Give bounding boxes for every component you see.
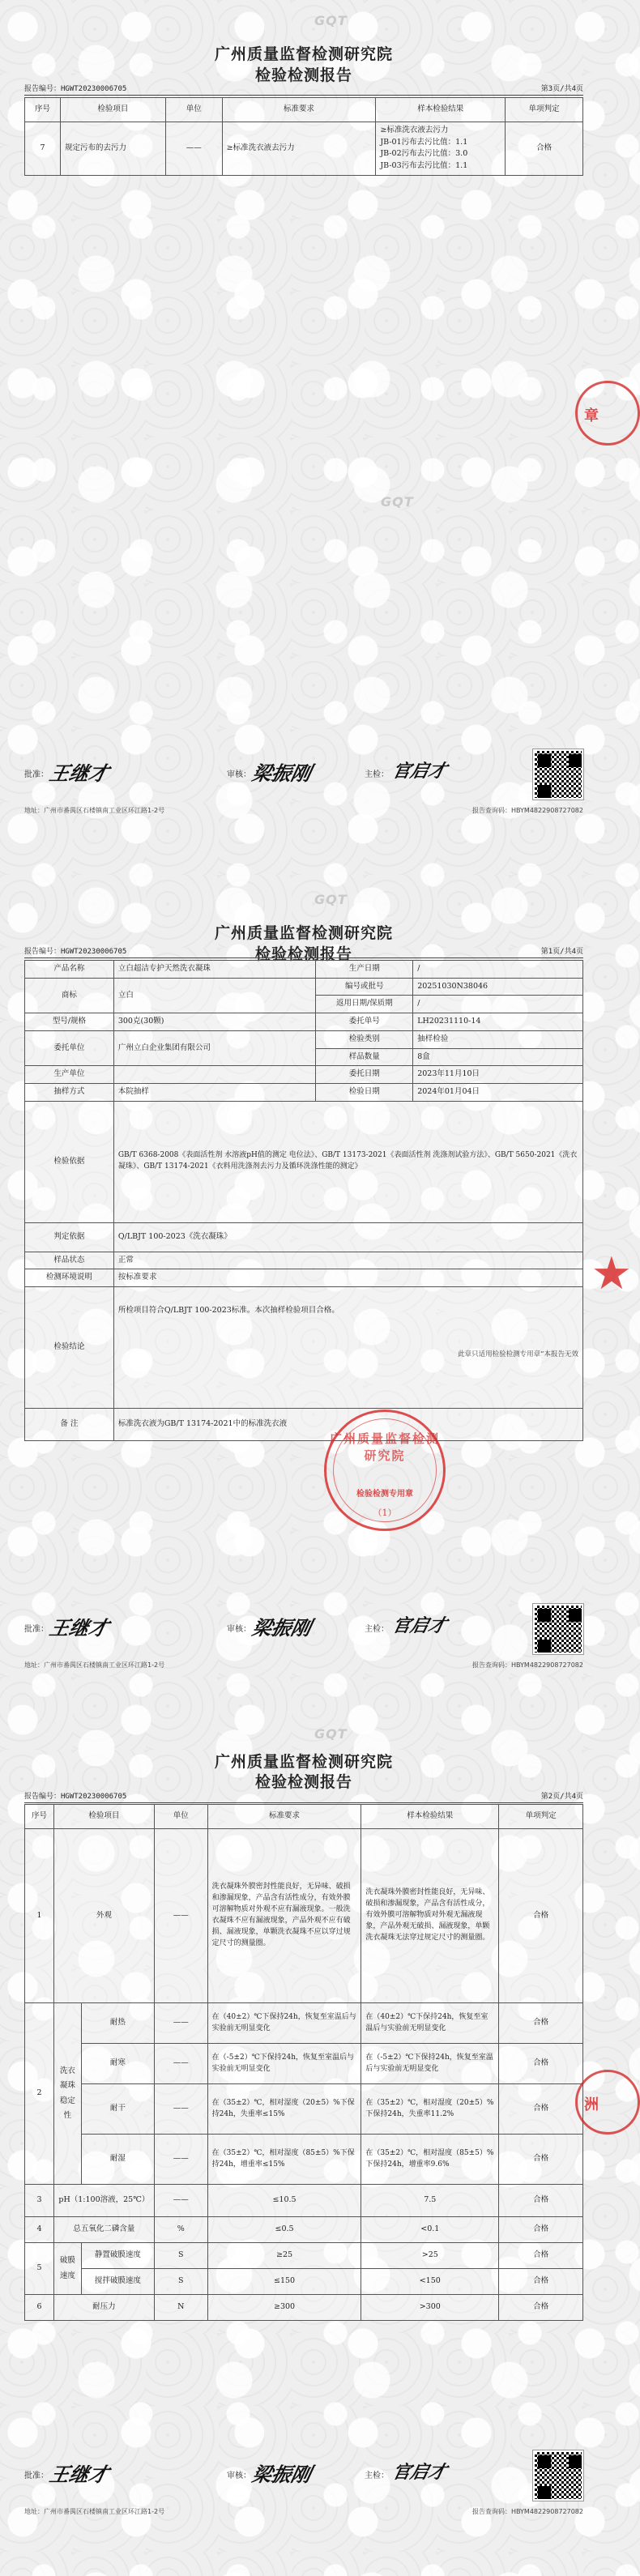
reviewer-signature: 梁振刚 (250, 761, 314, 785)
value: 2023年11月10日 (413, 1066, 583, 1084)
row-item: 总五氧化二磷含量 (53, 2217, 154, 2243)
main-tester-signature: 官启才 (390, 1615, 449, 1636)
label: 样品状态 (25, 1252, 114, 1269)
footer-query: 报告查询码：HBYM4822908727082 (471, 807, 583, 814)
value: 20251030N38046 (413, 978, 583, 996)
col-header: 序号 (25, 1805, 54, 1829)
row-requirement: ≥25 (207, 2243, 361, 2269)
table-header-row (25, 1805, 583, 1829)
row-item: 耐寒 (81, 2044, 154, 2084)
col-header: 单位 (154, 1805, 207, 1829)
gqt-watermark: GQT (314, 1726, 348, 1742)
gqt-watermark: GQT (381, 494, 414, 510)
col-header: 检验项目 (53, 1805, 154, 1829)
info-row (25, 1013, 583, 1031)
info-row (25, 1252, 583, 1269)
value: 广州立白企业集团有限公司 (113, 1030, 316, 1065)
report-page-1 (0, 879, 632, 1713)
approver-signature: 王继才 (47, 2463, 111, 2486)
main-tester-label: 主检： (365, 2472, 389, 2480)
row-result: >300 (361, 2295, 499, 2321)
value: 2024年01月04日 (413, 1084, 583, 1102)
row-no: 1 (25, 1829, 54, 2003)
group-label: 破膜速度 (53, 2243, 81, 2295)
edge-seal: 章 (575, 381, 640, 446)
row-result: <0.1 (361, 2217, 499, 2243)
qr-code (533, 749, 583, 800)
result-line: JB-02污布去污比值：3.0 (380, 149, 468, 159)
row-unit: —— (154, 2084, 207, 2135)
row-unit: —— (154, 2135, 207, 2185)
info-row (25, 1066, 583, 1084)
row-no: 2 (25, 2003, 54, 2185)
table-header-row (25, 98, 583, 122)
row-verdict: 合格 (499, 2135, 583, 2185)
row-verdict: 合格 (499, 2003, 583, 2044)
row-item: 静置破膜速度 (81, 2243, 154, 2269)
col-header: 标准要求 (207, 1805, 361, 1829)
value: GB/T 6368-2008《表面活性剂 水溶液pH值的测定 电位法》、GB/T 13173-2021《表面活性剂 洗涤剂试验方法》、GB/T 5650-2021《洗衣凝珠》、GB/T 13174-2021《衣料用洗涤剂去污力及循环洗涤性能的测定》 (113, 1101, 582, 1222)
col-header: 单项判定 (506, 98, 583, 122)
report-title: 广州质量监督检测研究院 (214, 924, 393, 942)
label: 检验结论 (25, 1287, 114, 1409)
table-row (25, 122, 583, 176)
row-requirement: ≤150 (207, 2269, 361, 2295)
row-verdict: 合格 (499, 2295, 583, 2321)
row-requirement: ≥300 (207, 2295, 361, 2321)
value (113, 1287, 582, 1409)
row-unit: —— (154, 1829, 207, 2003)
value: LH20231110-14 (413, 1013, 583, 1031)
value: 正常 (113, 1252, 582, 1269)
value: 标准洗衣液为GB/T 13174-2021中的标准洗衣液 (113, 1409, 582, 1441)
label: 商标 (25, 978, 114, 1013)
group-label: 洗衣凝珠稳定性 (53, 2003, 81, 2185)
row-no: 5 (25, 2243, 54, 2295)
row-requirement: 在（-5±2）℃下保持24h，恢复至室温后与实验前无明显变化 (207, 2044, 361, 2084)
reviewer-signature: 梁振刚 (250, 2463, 314, 2486)
report-number: 报告编号：HGWT20230006705 (24, 85, 127, 93)
row-unit: S (154, 2243, 207, 2269)
row-no: 3 (25, 2185, 54, 2217)
report-number: 报告编号：HGWT20230006705 (24, 948, 127, 956)
approver-label: 批准： (24, 2472, 49, 2480)
reviewer-label: 审核： (227, 1625, 251, 1634)
row-unit: % (154, 2217, 207, 2243)
label: 返用日期/保质期 (316, 996, 413, 1013)
row-result: >25 (361, 2243, 499, 2269)
row-item: 外观 (53, 1829, 154, 2003)
table-row (25, 2217, 583, 2243)
label: 生产单位 (25, 1066, 114, 1084)
report-subtitle: 检验检测报告 (254, 945, 352, 963)
row-result: 在（35±2）℃，相对湿度（20±5）%下保持24h，失重率11.2% (361, 2084, 499, 2135)
table-row (25, 2185, 583, 2217)
main-tester-label: 主检： (365, 770, 389, 779)
row-unit: —— (154, 2044, 207, 2084)
signature-row (24, 1604, 583, 1653)
qr-code (533, 1604, 583, 1654)
row-verdict: 合格 (499, 2044, 583, 2084)
approver-label: 批准： (24, 1625, 49, 1634)
qr-code (533, 2450, 583, 2501)
row-result (376, 122, 506, 176)
footer-query: 报告查询码：HBYM4822908727082 (471, 2508, 583, 2515)
reviewer-label: 审核： (227, 2472, 251, 2480)
seal-text: 检验检测专用章 (356, 1490, 413, 1499)
row-unit: S (154, 2269, 207, 2295)
result-line: JB-01污布去污比值：1.1 (380, 137, 468, 147)
conclusion-text: 所检项目符合Q/LBJT 100-2023标准。本次抽样检验项目合格。 (117, 1306, 339, 1316)
stamp-note: 此章只适用检验检测专用章”本报告无效 (458, 1350, 578, 1358)
value: Q/LBJT 100-2023《洗衣凝珠》 (113, 1222, 582, 1252)
row-unit: N (154, 2295, 207, 2321)
col-header: 单项判定 (499, 1805, 583, 1829)
gqt-watermark: GQT (314, 13, 348, 28)
report-meta (24, 1790, 583, 1803)
row-no: 7 (25, 122, 61, 176)
row-no: 6 (25, 2295, 54, 2321)
info-row (25, 1084, 583, 1102)
row-requirement: 在（35±2）℃，相对湿度（85±5）%下保持24h，增重率≤15% (207, 2135, 361, 2185)
row-item: pH（1:100溶液，25℃） (53, 2185, 154, 2217)
result-line: ≥标准洗衣液去污力 (380, 126, 449, 134)
col-header: 序号 (25, 98, 61, 122)
report-title: 广州质量监督检测研究院 (214, 45, 393, 63)
page-footer (24, 806, 583, 815)
label: 样品数量 (316, 1048, 413, 1066)
info-row (25, 1409, 583, 1441)
page-number: 第3页/共4页 (540, 85, 583, 93)
row-result: 7.5 (361, 2185, 499, 2217)
row-verdict: 合格 (499, 2243, 583, 2269)
table-row (25, 2044, 583, 2084)
results-table (24, 97, 583, 176)
row-item: 规定污布的去污力 (60, 122, 165, 176)
label: 检测环境说明 (25, 1269, 114, 1287)
edge-seal: 洲 (575, 2070, 640, 2135)
approver-signature: 王继才 (47, 1616, 111, 1640)
value: 本院抽样 (113, 1084, 316, 1102)
table-row (25, 2135, 583, 2185)
label: 编号或批号 (316, 978, 413, 996)
value: / (413, 961, 583, 979)
value: 抽样检验 (413, 1030, 583, 1048)
row-verdict: 合格 (506, 122, 583, 176)
page-number: 第2页/共4页 (540, 1793, 583, 1801)
col-header: 检验项目 (60, 98, 165, 122)
row-item: 耐湿 (81, 2135, 154, 2185)
approver-signature: 王继才 (47, 761, 111, 785)
value: 立白 (113, 978, 316, 1013)
row-result: <150 (361, 2269, 499, 2295)
label: 委托单位 (25, 1030, 114, 1065)
label: 型号/规格 (25, 1013, 114, 1031)
page-number: 第1页/共4页 (540, 948, 583, 956)
footer-address: 地址：广州市番禺区石楼镇南工业区环江路1-2号 (24, 2508, 165, 2515)
signature-row (24, 2450, 583, 2499)
col-header: 标准要求 (222, 98, 376, 122)
main-tester-signature: 官启才 (390, 761, 449, 782)
row-unit: —— (154, 2185, 207, 2217)
page-footer (24, 2507, 583, 2516)
info-row (25, 1030, 583, 1048)
table-row (25, 1829, 583, 2003)
report-page-2 (0, 1713, 608, 2576)
row-verdict: 合格 (499, 2217, 583, 2243)
report-number: 报告编号：HGWT20230006705 (24, 1793, 127, 1801)
row-item: 搅拌破膜速度 (81, 2269, 154, 2295)
table-row (25, 2084, 583, 2135)
row-requirement: 洗衣凝珠外膜密封性能良好，无异味、破损和渗漏现象，产品含有活性成分，有效外膜可溶解物质对外观不应有漏液现象。一般洗衣凝珠不应有漏液现象，产品外观不应有破损、漏液现象，单颗洗衣凝珠不应以穿过规定尺寸的测量圈。 (207, 1829, 361, 2003)
row-requirement: ≤0.5 (207, 2217, 361, 2243)
label: 生产日期 (316, 961, 413, 979)
col-header: 样本检验结果 (361, 1805, 499, 1829)
label: 检验依据 (25, 1101, 114, 1222)
row-result: 在（35±2）℃，相对湿度（85±5）%下保持24h，增重率9.6% (361, 2135, 499, 2185)
info-row (25, 1222, 583, 1252)
value: 300克(30颗) (113, 1013, 316, 1031)
row-verdict: 合格 (499, 2269, 583, 2295)
table-row (25, 2003, 583, 2044)
label: 产品名称 (25, 961, 114, 979)
row-item: 耐压力 (53, 2295, 154, 2321)
report-meta (24, 83, 583, 96)
report-meta (24, 945, 583, 958)
row-unit: —— (154, 2003, 207, 2044)
row-result: 在（-5±2）℃下保持24h，恢复至室温后与实验前无明显变化 (361, 2044, 499, 2084)
label: 备 注 (25, 1409, 114, 1441)
footer-address: 地址：广州市番禺区石楼镇南工业区环江路1-2号 (24, 1661, 165, 1669)
main-tester-label: 主检： (365, 1625, 389, 1634)
info-row (25, 978, 583, 996)
table-row (25, 2269, 583, 2295)
signature-row (24, 749, 583, 798)
info-row (25, 961, 583, 979)
row-unit: —— (165, 122, 222, 176)
value: 8盒 (413, 1048, 583, 1066)
row-requirement: 在（35±2）℃，相对湿度（20±5）%下保持24h，失重率≤15% (207, 2084, 361, 2135)
footer-query: 报告查询码：HBYM4822908727082 (471, 1661, 583, 1669)
approver-label: 批准： (24, 770, 49, 779)
row-result: 洗衣凝珠外膜密封性能良好，无异味、破损和渗漏现象，产品含有活性成分，有效外膜可溶解物质对外观无漏液现象，产品外观无破损、漏液现象，单颗洗衣凝珠无法穿过规定尺寸的测量圈。 (361, 1829, 499, 2003)
label: 委托日期 (316, 1066, 413, 1084)
label: 委托单号 (316, 1013, 413, 1031)
col-header: 单位 (165, 98, 222, 122)
report-title: 广州质量监督检测研究院 (214, 1753, 393, 1771)
report-page-3 (0, 0, 608, 879)
col-header: 样本检验结果 (376, 98, 506, 122)
value: 立白超洁专护天然洗衣凝珠 (113, 961, 316, 979)
footer-address: 地址：广州市番禺区石楼镇南工业区环江路1-2号 (24, 807, 165, 814)
row-result: 在（40±2）℃下保持24h，恢复至室温后与实验前无明显变化 (361, 2003, 499, 2044)
table-row (25, 2295, 583, 2321)
row-verdict: 合格 (499, 2185, 583, 2217)
row-item: 耐干 (81, 2084, 154, 2135)
row-no: 4 (25, 2217, 54, 2243)
reviewer-signature: 梁振刚 (250, 1616, 314, 1640)
results-table (24, 1804, 583, 2321)
report-subtitle: 检验检测报告 (254, 66, 352, 84)
value (113, 1066, 316, 1084)
seal-number: （1） (373, 1508, 397, 1518)
label: 检验日期 (316, 1084, 413, 1102)
star-seal-icon: ★ (591, 1247, 632, 1300)
row-requirement: ≤10.5 (207, 2185, 361, 2217)
row-verdict: 合格 (499, 2084, 583, 2135)
info-row (25, 1287, 583, 1409)
label: 检验类别 (316, 1030, 413, 1048)
reviewer-label: 审核： (227, 770, 251, 779)
label: 判定依据 (25, 1222, 114, 1252)
info-table (24, 960, 583, 1441)
info-row (25, 1101, 583, 1222)
row-verdict: 合格 (499, 1829, 583, 2003)
row-requirement: ≥标准洗衣液去污力 (222, 122, 376, 176)
row-requirement: 在（40±2）℃下保持24h，恢复至室温后与实验前无明显变化 (207, 2003, 361, 2044)
value: 按标准要求 (113, 1269, 582, 1287)
result-line: JB-03污布去污比值：1.1 (380, 161, 468, 171)
value: / (413, 996, 583, 1013)
main-tester-signature: 官启才 (390, 2462, 449, 2483)
page-footer (24, 1661, 583, 1670)
table-row (25, 2243, 583, 2269)
seal-arc-text: 广州质量监督检测研究院 (329, 1431, 440, 1463)
row-item: 耐热 (81, 2003, 154, 2044)
label: 抽样方式 (25, 1084, 114, 1102)
info-row (25, 1269, 583, 1287)
report-subtitle: 检验检测报告 (254, 1773, 352, 1791)
gqt-watermark: GQT (314, 892, 348, 907)
